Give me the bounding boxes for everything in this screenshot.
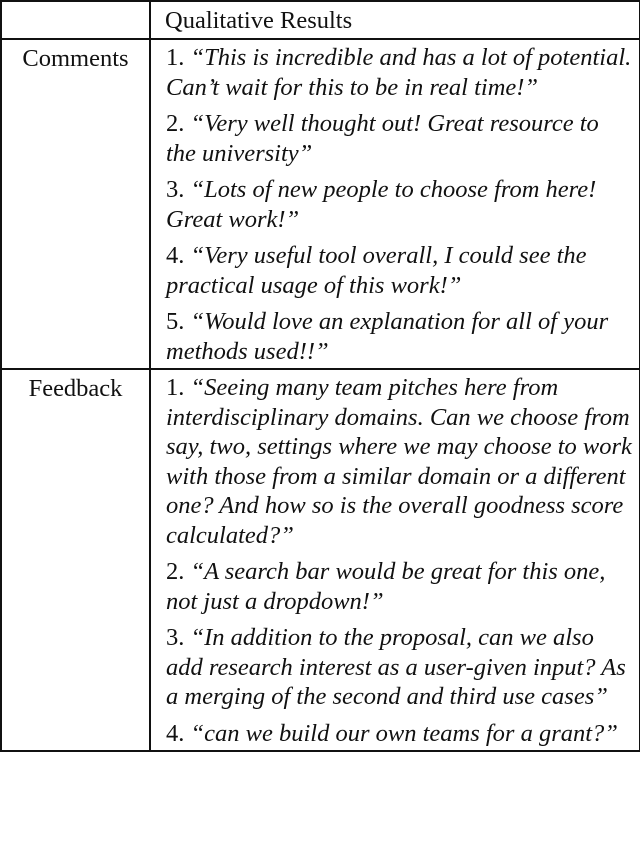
item-number: 2.	[166, 110, 185, 137]
header-corner-cell	[1, 1, 150, 39]
comment-item	[166, 241, 633, 300]
item-number: 4.	[166, 719, 185, 747]
item-quote: “Would love an explanation for all of your methods used!!”	[166, 308, 609, 365]
comment-item	[166, 307, 633, 366]
item-number: 3.	[166, 176, 185, 203]
feedback-item	[166, 719, 633, 749]
row-label-comments: Comments	[1, 39, 150, 369]
feedback-item	[166, 373, 633, 550]
item-quote: “Very well thought out! Great resource to the university”	[166, 110, 599, 167]
comment-item	[166, 109, 633, 168]
item-number: 2.	[166, 558, 185, 585]
item-number: 3.	[166, 624, 185, 651]
item-number: 1.	[166, 374, 185, 401]
item-quote: “Lots of new people to choose from here! Great work!”	[166, 176, 597, 233]
item-number: 1.	[166, 44, 185, 71]
comment-item	[166, 43, 633, 102]
header-title: Qualitative Results	[150, 1, 640, 39]
item-quote: “In addition to the proposal, can we also add research interest as a user-given input? As a merging of the second and third use cases”	[166, 624, 626, 710]
comment-item	[166, 175, 633, 234]
comments-list	[150, 39, 640, 369]
item-number: 4.	[166, 242, 185, 269]
item-quote: “Very useful tool overall, I could see the practical usage of this work!”	[166, 242, 587, 299]
item-quote: “Seeing many team pitches here from interdisciplinary domains. Can we choose from say, two, settings where we may choose to work with those from a similar domain or a different one? And how so is the overall goodness score calculated?”	[166, 374, 632, 549]
feedback-item	[166, 623, 633, 712]
item-quote: “can we build our own teams for a grant?”	[190, 719, 618, 747]
comments-row	[1, 39, 640, 369]
item-quote: “This is incredible and has a lot of potential. Can’t wait for this to be in real time!”	[166, 44, 632, 101]
item-quote: “A search bar would be great for this one, not just a dropdown!”	[166, 558, 606, 615]
feedback-item	[166, 557, 633, 616]
item-number: 5.	[166, 308, 185, 335]
header-row	[1, 1, 640, 39]
feedback-list	[150, 369, 640, 751]
row-label-feedback: Feedback	[1, 369, 150, 751]
feedback-row	[1, 369, 640, 751]
